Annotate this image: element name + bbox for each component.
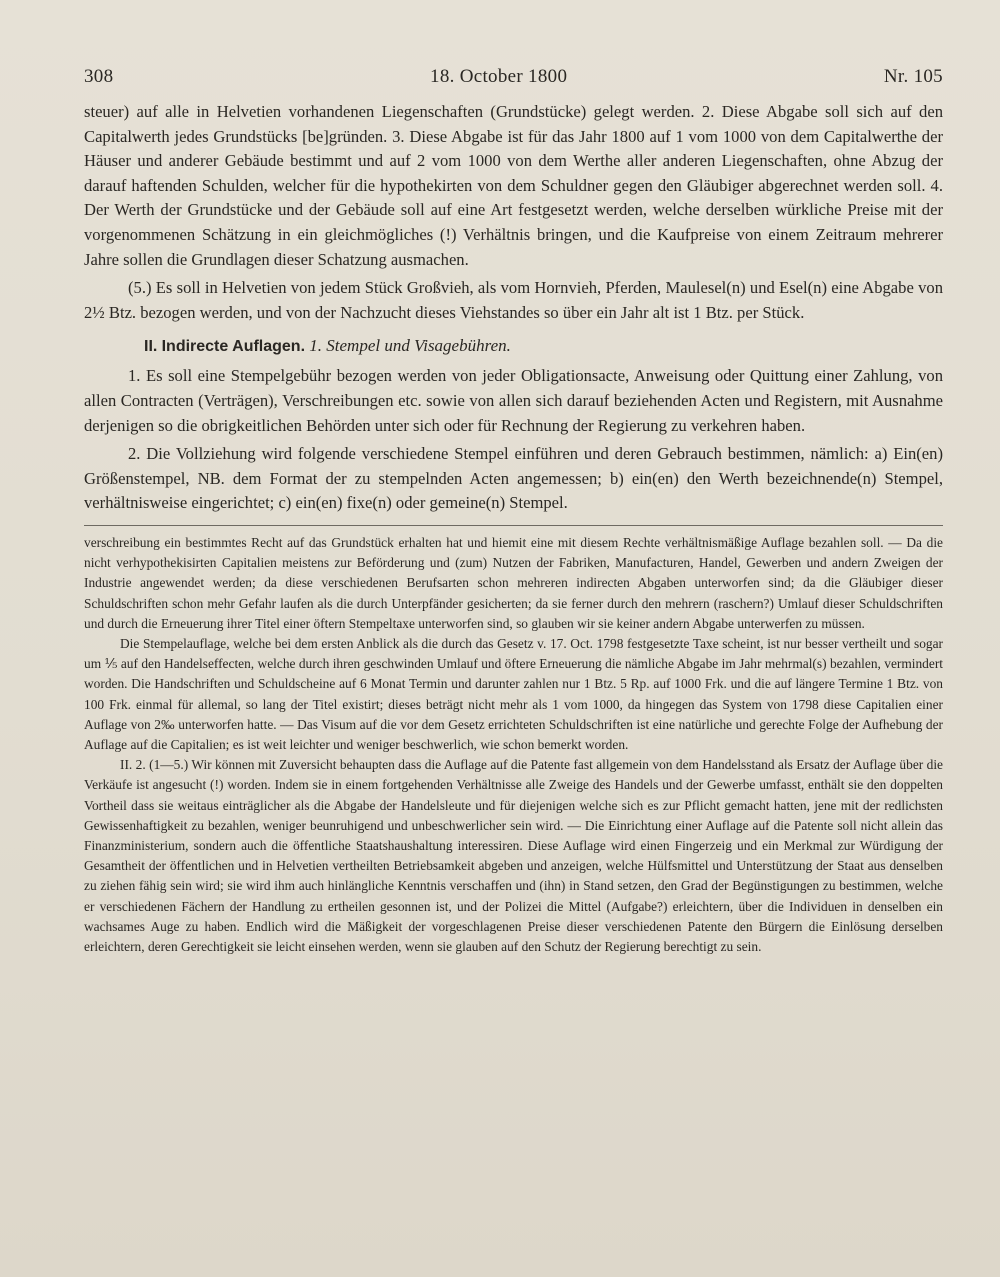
footnote-stamp-levy: Die Stempelauflage, welche bei dem ersten Anblick als die durch das Gesetz v. 17. Oct. 1798 festgesetzte Taxe scheint, ist nur besser vertheilt und sogar um ⅕ auf den Handelseffecten, welche durch ihren geschwinden Umlauf und öftere Erneuerung die nämliche Abgabe im Jahr mehrmal(s) bezahlen, vermindert worden. Die Handschriften und Schuldscheine auf 6 Monat Termin und darunter zahlen nur 1 Btz. 5 Rp. auf 1000 Frk. und die auf längere Termine 1 Btz. von 100 Frk. einmal für allemal, so lang der Titel existirt; dieses beträgt nicht mehr als 1 vom 1000, da hingegen das System von 1798 diese Capitalien einer Auflage von 2‰ unterworfen hatte. — Das Visum auf die vor dem Gesetz errichteten Schuldschriften ist eine natürliche und gerechte Folge der Aufhebung der Auflage auf die Capitalien; es ist weit leichter und weniger beschwerlich, wie schon bemerkt worden. xyxy=(84,635,943,752)
footnote-patents: II. 2. (1—5.) Wir können mit Zuversicht behaupten dass die Auflage auf die Patente fast allgemein von dem Handelsstand als Ersatz der Auflage über die Verkäufe ist angesucht (!) worden. Indem sie in einem fortgehenden Verhältnisse alle Zweige des Handels und der Gewerbe umfasst, enthält sie den doppelten Vortheil dass sie weitaus einträglicher als die Abgabe der Handelsleute und für diejenigen welche sich es zur Pflicht gemacht hatten, jene mit der redlichsten Gewissenhaftigkeit zu bezahlen, weniger beunruhigend und unbeschwerlicher sein wird. — Die Einrichtung einer Auflage auf die Patente soll nicht allein das Finanzministerium, sondern auch die öffentliche Staatshaushaltung interessiren. Diese Auflage wird einen Fingerzeig und ein Merkmal zur Würdigung der Gesamtheit der öffentlichen und in Helvetien vertheilten Betriebsamkeit abgeben und anzeigen, welche Hülfsmittel und Unterstützung der Staat aus denselben zu ziehen fähig sein wird; sie wird ihm auch hinlängliche Kenntnis verschaffen und (ihn) in Stand setzen, den Grad der Begünstigungen zu bestimmen, welche er verschiedenen Fächern der Handlung zu ertheilen gesonnen ist, und der Polizei die Mittel (Aufgabe?) erleichtern, über die Individuen in denselben ein wachsames Auge zu haben. Endlich wird die Mäßigkeit der vorgeschlagenen Preise dieser verschiedenen Patente den Bürgern die Einlösung derselben erleichtern, deren Gerechtigkeit sie leicht einsehen werden, wenn sie glauben auf den Schutz der Regierung berechtigt zu sein. xyxy=(84,757,943,954)
section-heading xyxy=(144,334,943,359)
footnotes xyxy=(84,533,943,957)
footnote-continuation: verschreibung ein bestimmtes Recht auf das Grundstück erhalten hat und hiemit eine mit diesem Rechte verhältnismäßige Auflage bezahlen soll. — Da die nicht verhypothekisirten Capitalien meistens zur Beförderung und (zum) Nutzen der Fabriken, Manufacturen, Handel, Gewerben und andern Zweigen der Industrie angewendet werden; da diese verschiedenen Berufsarten schon mehreren indirecten Abgaben unterworfen sind; da die Gläubiger dieser Schuldschriften schon mehr Gefahr laufen als die durch Unterpfänder gesicherten; da sie ferner durch den mehrern (raschern?) Umlauf dieser Schuldschriften und durch die Erneuerung ihrer Titel einer öftern Stempeltaxe unterworfen sind, so glauben wir sie keiner andern Abgabe unterwerfen zu müssen. xyxy=(84,534,943,631)
paragraph-land-tax: steuer) auf alle in Helvetien vorhandenen Liegenschaften (Grundstücke) gelegt werden. 2. Diese Abgabe soll sich auf den Capitalwerth jedes Grundstücks [be]gründen. 3. Diese Abgabe ist für das Jahr 1800 auf 1 vom 1000 von dem Capitalwerthe der Häuser und anderer Gebäude bestimmt und auf 2 vom 1000 von dem Werthe aller anderen Liegenschaften, ohne Abzug der darauf haftenden Schulden, welcher für die hypothekirten von dem Schuldner gegen den Gläubiger abgerechnet werden soll. 4. Der Werth der Grundstücke und der Gebäude soll auf eine Art festgesetzt werden, welche derselben würkliche Preise mit der vorgenommenen Schätzung in ein gleichmögliches (!) Verhältnis bringen, und die Kaufpreise von einem Zeitraum mehrerer Jahre sollen die Grundlagen dieser Schatzung ausmachen. xyxy=(84,102,943,269)
main-text xyxy=(84,100,943,516)
paragraph-livestock-tax: (5.) Es soll in Helvetien von jedem Stück Großvieh, als vom Hornvieh, Pferden, Maulesel(n) und Esel(n) eine Abgabe von 2½ Btz. bezogen werden, und von der Nachzucht dieses Viehstandes so über ein Jahr alt ist 1 Btz. per Stück. xyxy=(84,278,943,322)
page-date: 18. October 1800 xyxy=(430,66,568,87)
document-number: Nr. 105 xyxy=(883,66,943,87)
paragraph-stamp-duty: 1. Es soll eine Stempelgebühr bezogen werden von jeder Obligationsacte, Anweisung oder Quittung einer Zahlung, von allen Contracten (Verträgen), Verschreibungen etc. sowie von allen sich darauf beziehenden Acten und Registern, mit Ausnahme derjenigen so die obrigkeitlichen Behörden unter sich oder für Rechnung der Regierung zu verkehren haben. xyxy=(84,366,943,435)
section-title: Indirecte Auflagen. xyxy=(161,338,306,356)
page-number: 308 xyxy=(84,66,114,87)
section-number: II. xyxy=(144,338,158,356)
footnote-divider xyxy=(84,525,943,526)
section-subtitle: 1. Stempel und Visagebühren. xyxy=(309,336,511,356)
paragraph-stamp-types: 2. Die Vollziehung wird folgende verschiedene Stempel einführen und deren Gebrauch bestimmen, nämlich: a) Ein(en) Größenstempel, NB. dem Format der zu stempelnden Acten angemessen; b) ein(en) den Werth bezeichnende(n) Stempel, verhältnisweise eingerichtet; c) ein(en) fixe(n) oder gemeine(n) Stempel. xyxy=(84,444,943,513)
running-head xyxy=(84,66,943,94)
